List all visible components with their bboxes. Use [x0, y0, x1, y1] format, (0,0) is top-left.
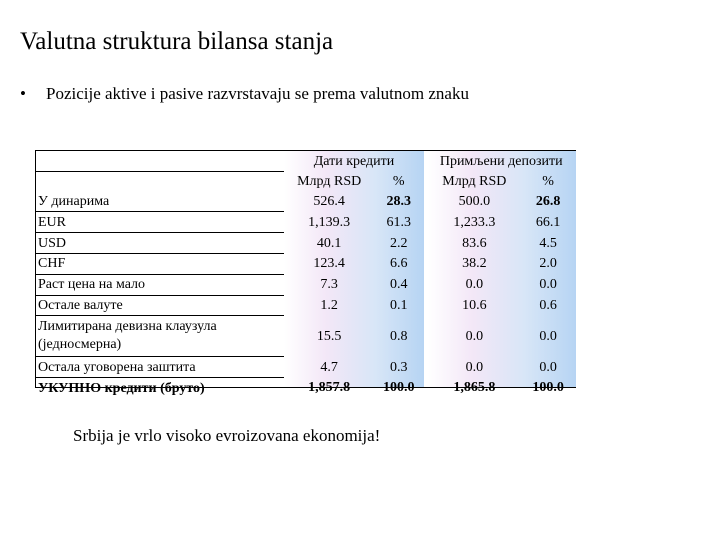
table-row: [36, 316, 575, 357]
table-grid: [36, 151, 575, 398]
loans-amount: 1.2: [320, 297, 338, 313]
deposits-percent: 0.0: [539, 328, 557, 344]
loans-percent: 2.2: [389, 235, 408, 251]
loans-total-amount: 1,857.8: [308, 380, 351, 396]
row-label: У динарима: [36, 192, 284, 212]
row-label: Остале валуте: [36, 295, 284, 316]
currency-structure-table: [35, 150, 576, 396]
table-subheader-row: [36, 171, 575, 191]
deposits-amount: 0.0: [465, 328, 484, 344]
subheader-deposits-amount: Млрд RSD: [442, 173, 507, 189]
table-row: [36, 192, 575, 212]
deposits-percent: 0.6: [539, 297, 557, 313]
table-header-row: [36, 151, 575, 171]
loans-amount: 1,139.3: [308, 214, 351, 230]
header-loans-given: Дати кредити: [313, 153, 395, 169]
footer-note: Srbija je vrlo visoko evroizovana ekonomija!: [73, 426, 381, 445]
deposits-amount: 0.0: [465, 277, 484, 293]
table-row: [36, 357, 575, 378]
loans-amount: 526.4: [313, 194, 345, 210]
row-label: Лимитирана девизна клаузула (једносмерна): [36, 316, 284, 357]
row-label: Остала уговорена заштита: [36, 357, 284, 378]
deposits-amount: 500.0: [458, 194, 491, 210]
deposits-percent: 4.5: [539, 235, 557, 251]
loans-percent: 0.8: [389, 328, 408, 344]
slide-title: Valutna struktura bilansa stanja: [20, 28, 334, 55]
loans-amount: 7.3: [320, 277, 338, 293]
deposits-amount: 0.0: [465, 359, 484, 375]
row-label: Раст цена на мало: [36, 274, 284, 295]
subheader-deposits-percent: %: [542, 173, 554, 189]
loans-amount: 15.5: [316, 328, 342, 344]
header-blank-cell: [36, 151, 284, 171]
table-total-row: [36, 378, 575, 398]
bullet-text: Pozicije aktive i pasive razvrstavaju se prema valutnom znaku: [46, 84, 469, 103]
subheader-loans-amount: Млрд RSD: [297, 173, 362, 189]
deposits-percent: 2.0: [539, 256, 557, 272]
loans-percent: 0.4: [389, 277, 408, 293]
deposits-percent: 0.0: [539, 359, 557, 375]
header-deposits-received: Примљени депозити: [439, 153, 563, 169]
table-row: [36, 253, 575, 274]
table-row: [36, 233, 575, 254]
loans-amount: 40.1: [316, 235, 342, 251]
deposits-amount: 10.6: [462, 297, 487, 313]
table-row: [36, 274, 575, 295]
bullet-icon: •: [20, 84, 26, 103]
loans-percent: 0.1: [389, 297, 408, 313]
loans-percent: 0.3: [389, 359, 408, 375]
loans-amount: 4.7: [320, 359, 338, 375]
loans-percent: 28.3: [386, 194, 411, 210]
deposits-percent: 66.1: [535, 214, 561, 230]
row-label: EUR: [36, 212, 284, 233]
total-label: УКУПНО кредити (бруто): [38, 380, 205, 396]
deposits-amount: 83.6: [462, 235, 487, 251]
deposits-percent: 0.0: [539, 277, 557, 293]
deposits-amount: 1,233.3: [453, 214, 496, 230]
deposits-total-amount: 1,865.8: [453, 380, 496, 396]
table-row: [36, 212, 575, 233]
loans-percent: 6.6: [389, 256, 408, 272]
deposits-percent: 26.8: [535, 194, 561, 210]
loans-percent: 61.3: [386, 214, 411, 230]
loans-total-percent: 100.0: [382, 380, 415, 396]
table-row: [36, 295, 575, 316]
subheader-blank-cell: [36, 171, 284, 191]
row-label: USD: [36, 233, 284, 254]
subheader-loans-percent: %: [392, 173, 405, 189]
deposits-amount: 38.2: [462, 256, 487, 272]
deposits-total-percent: 100.0: [532, 380, 564, 396]
loans-amount: 123.4: [313, 256, 345, 272]
row-label: CHF: [36, 253, 284, 274]
